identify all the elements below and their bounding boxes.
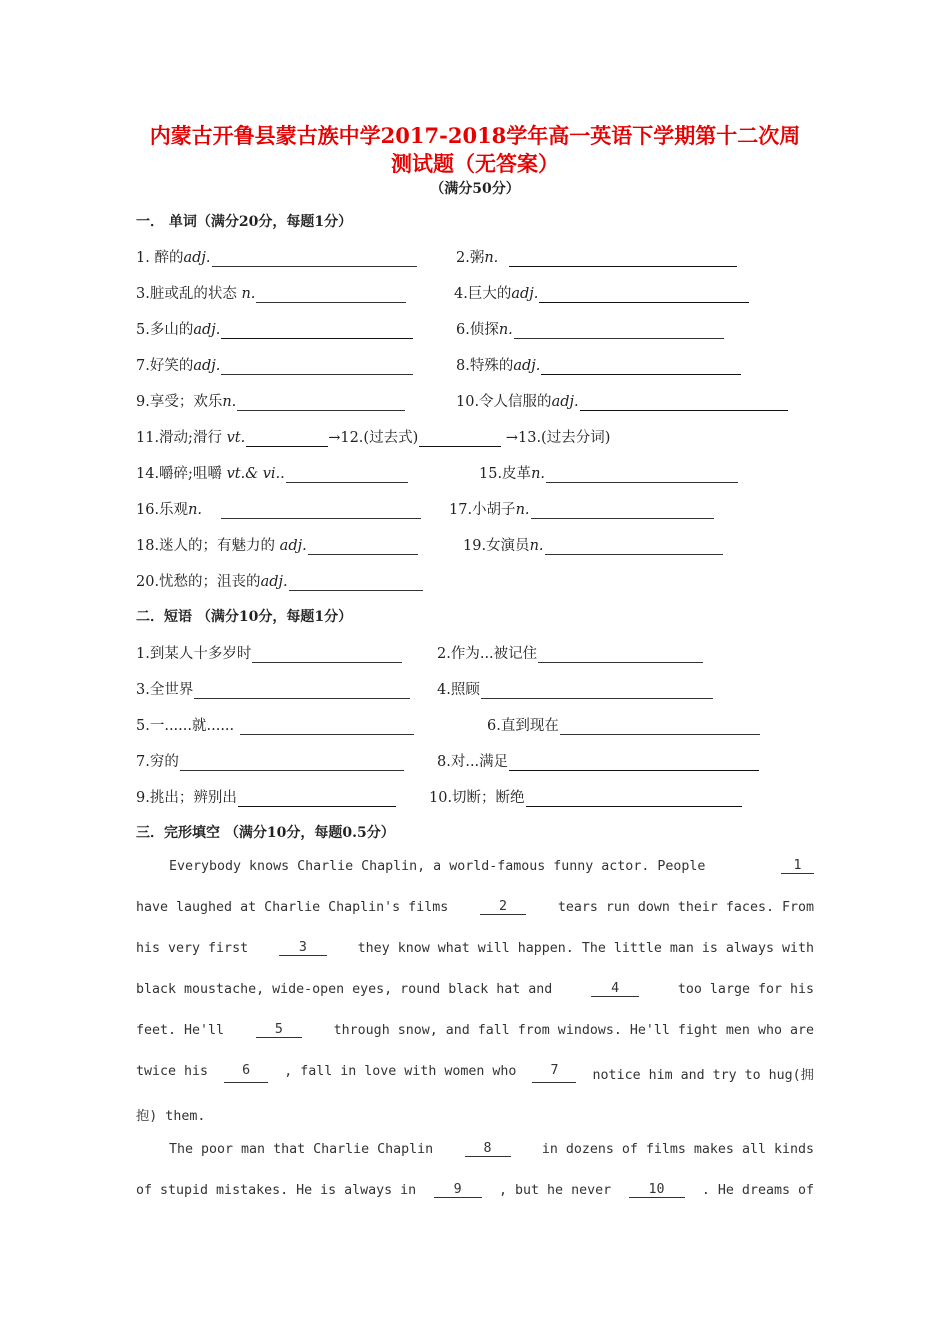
page-title-line2: 测试题（无答案）: [391, 151, 559, 176]
vocab-item-9: 9.享受；欢乐n.: [136, 390, 405, 411]
vocab-item-11: 11.滑动;滑行 vt. →12.(过去式) →13.(过去分词): [136, 430, 611, 446]
vocab-blank-1[interactable]: [212, 251, 417, 267]
phrase-blank-1[interactable]: [252, 647, 402, 663]
vocab-item-6: 6.侦探n.: [456, 318, 724, 339]
vocab-item-14: 14.嚼碎;咀嚼 vt.& vi..: [136, 462, 408, 483]
phrase-item-7: 7.穷的: [136, 750, 404, 771]
phrase-blank-2[interactable]: [538, 647, 703, 663]
arrow-icon: →: [328, 430, 341, 446]
phrase-item-1: 1.到某人十多岁时: [136, 642, 402, 663]
vocab-blank-2[interactable]: [509, 251, 737, 267]
vocab-row-8: [136, 498, 826, 522]
vocab-item-17: 17.小胡子n.: [449, 498, 714, 519]
phrase-blank-9[interactable]: [238, 791, 396, 807]
vocab-blank-15[interactable]: [546, 467, 738, 483]
vocab-blank-5[interactable]: [221, 323, 413, 339]
phrase-row-1: [136, 642, 826, 666]
vocab-blank-6[interactable]: [514, 323, 724, 339]
phrase-row-3: [136, 714, 826, 738]
phrase-blank-10[interactable]: [526, 791, 742, 807]
vocab-blank-17[interactable]: [531, 503, 714, 519]
vocab-blank-4[interactable]: [539, 287, 749, 303]
vocab-item-5: 5.多山的adj.: [136, 318, 413, 339]
phrase-item-8: 8.对...满足: [437, 750, 759, 771]
vocab-blank-16[interactable]: [221, 503, 421, 519]
section-heading-cloze: 三．完形填空 （满分10分，每题0.5分）: [136, 825, 395, 841]
page-subtitle: （满分50分）: [430, 181, 520, 197]
phrase-item-9: 9.挑出；辨别出: [136, 786, 396, 807]
vocab-row-3: [136, 318, 826, 342]
phrase-item-5: 5.一......就......: [136, 714, 414, 735]
cloze-blank-2[interactable]: 2: [480, 900, 526, 915]
phrase-blank-3[interactable]: [194, 683, 410, 699]
cloze-line-2: have laughed at Charlie Chaplin's films 2 tears run down their faces. From: [136, 899, 814, 915]
vocab-item-20: 20.忧愁的；沮丧的adj.: [136, 570, 423, 591]
cloze-line-8: The poor man that Charlie Chaplin 8 in dozens of films makes all kinds: [169, 1141, 814, 1157]
vocab-row-1: [136, 246, 826, 270]
phrase-item-6: 6.直到现在: [487, 714, 760, 735]
vocab-blank-12[interactable]: [419, 431, 501, 447]
vocab-item-10: 10.令人信服的adj.: [456, 390, 788, 411]
cloze-line-4: black moustache, wide-open eyes, round black hat and 4 too large for his: [136, 981, 814, 997]
phrase-blank-6[interactable]: [560, 719, 760, 735]
vocab-item-4: 4.巨大的adj.: [454, 282, 749, 303]
vocab-blank-8[interactable]: [541, 359, 741, 375]
vocab-row-2: [136, 282, 826, 306]
vocab-blank-10[interactable]: [580, 395, 788, 411]
vocab-item-8: 8.特殊的adj.: [456, 354, 741, 375]
cloze-line-6: twice his 6 , fall in love with women who 7 notice him and try to hug(拥: [136, 1063, 814, 1083]
cloze-blank-6[interactable]: 6: [224, 1064, 268, 1083]
vocab-row-6: [136, 426, 826, 450]
vocab-row-7: [136, 462, 826, 486]
cloze-blank-7[interactable]: 7: [532, 1064, 576, 1083]
vocab-blank-11[interactable]: [246, 431, 328, 447]
vocab-row-9: [136, 534, 826, 558]
vocab-blank-20[interactable]: [289, 575, 423, 591]
section-heading-phrases: 二．短语 （满分10分，每题1分）: [136, 609, 353, 625]
vocab-item-2: 2.粥n.: [456, 246, 737, 267]
vocab-item-19: 19.女演员n.: [463, 534, 723, 555]
vocab-item-18: 18.迷人的；有魅力的 adj.: [136, 534, 418, 555]
page-title-line1: 内蒙古开鲁县蒙古族中学2017-2018学年高一英语下学期第十二次周: [149, 123, 801, 148]
vocab-blank-14[interactable]: [286, 467, 408, 483]
vocab-row-4: [136, 354, 826, 378]
vocab-item-1: 1. 醉的adj.: [136, 246, 417, 267]
phrase-row-2: [136, 678, 826, 702]
cloze-line-7: 抱) them.: [136, 1109, 206, 1124]
vocab-blank-19[interactable]: [545, 539, 723, 555]
cloze-blank-3[interactable]: 3: [279, 941, 327, 956]
section-heading-vocab: 一． 单词（满分20分，每题1分）: [136, 214, 353, 230]
vocab-blank-3[interactable]: [256, 287, 406, 303]
cloze-blank-1[interactable]: 1: [781, 859, 814, 874]
cloze-blank-9[interactable]: 9: [434, 1183, 482, 1198]
cloze-blank-5[interactable]: 5: [256, 1023, 302, 1038]
vocab-blank-9[interactable]: [237, 395, 405, 411]
vocab-blank-18[interactable]: [308, 539, 418, 555]
vocab-item-16: 16.乐观n.: [136, 498, 421, 519]
cloze-line-9: of stupid mistakes. He is always in 9 , but he never 10 . He dreams of: [136, 1182, 814, 1198]
vocab-item-15: 15.皮革n.: [479, 462, 738, 483]
phrase-item-4: 4.照顾: [437, 678, 713, 699]
phrase-blank-4[interactable]: [481, 683, 713, 699]
cloze-blank-4[interactable]: 4: [591, 982, 639, 997]
vocab-row-5: [136, 390, 826, 414]
phrase-item-10: 10.切断；断绝: [429, 786, 742, 807]
cloze-blank-8[interactable]: 8: [465, 1142, 511, 1157]
vocab-item-7: 7.好笑的adj.: [136, 354, 413, 375]
phrase-item-3: 3.全世界: [136, 678, 410, 699]
phrase-blank-7[interactable]: [180, 755, 404, 771]
phrase-row-4: [136, 750, 826, 774]
cloze-line-1: Everybody knows Charlie Chaplin, a world-famous funny actor. People 1: [169, 859, 814, 874]
phrase-row-5: [136, 786, 826, 810]
arrow-icon: →: [505, 430, 518, 446]
cloze-blank-10[interactable]: 10: [629, 1183, 685, 1198]
vocab-blank-7[interactable]: [221, 359, 413, 375]
phrase-blank-5[interactable]: [240, 719, 414, 735]
vocab-row-10: [136, 570, 826, 594]
vocab-item-3: 3.脏或乱的状态 n.: [136, 282, 406, 303]
cloze-line-5: feet. He'll 5 through snow, and fall from windows. He'll fight men who are: [136, 1022, 814, 1038]
phrase-item-2: 2.作为...被记住: [437, 642, 703, 663]
phrase-blank-8[interactable]: [509, 755, 759, 771]
cloze-line-3: his very first 3 they know what will happen. The little man is always with: [136, 940, 814, 956]
